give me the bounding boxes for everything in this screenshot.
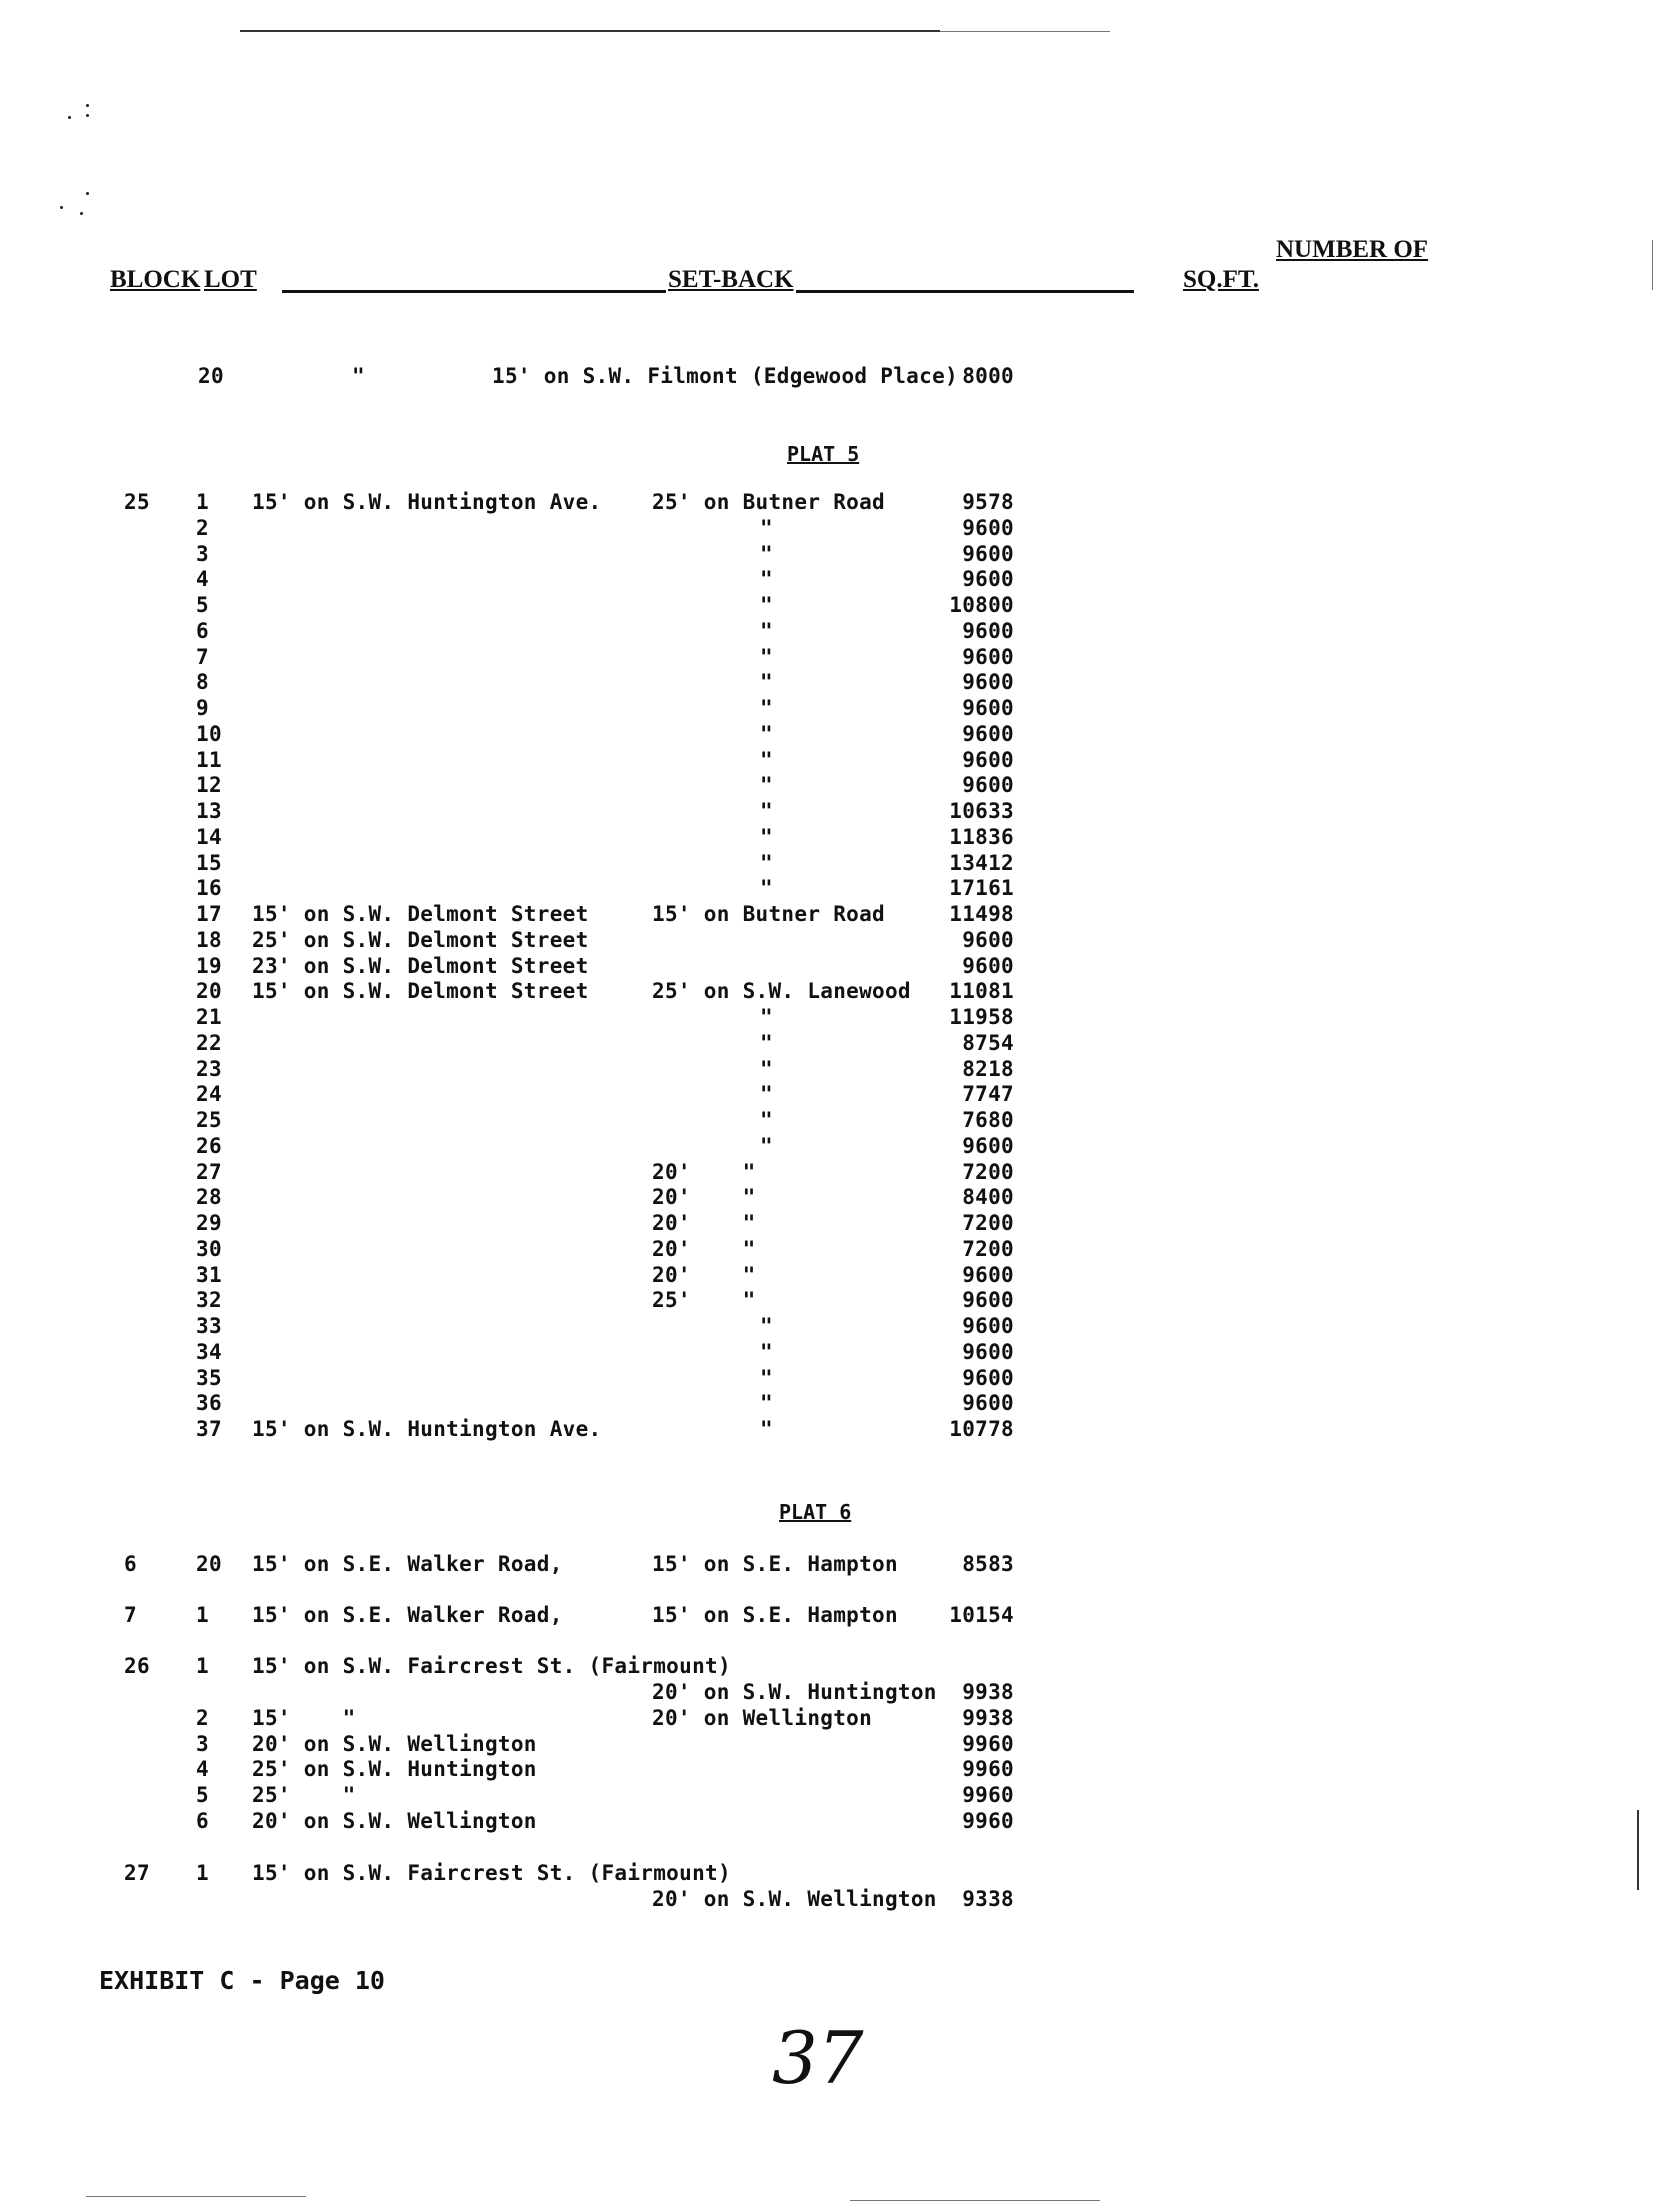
plat6-block-cell: 7	[124, 1603, 137, 1627]
plat5-setback-secondary-cell: "	[760, 593, 773, 617]
plat5-setback-secondary-cell: 20' "	[652, 1263, 756, 1287]
plat5-lot-cell: 18	[196, 928, 222, 952]
plat5-setback-secondary-cell: "	[760, 1082, 773, 1106]
top-row-setback: 15' on S.W. Filmont (Edgewood Place)	[492, 364, 958, 388]
top-scan-rule-faint	[940, 31, 1110, 32]
plat5-setback-secondary-cell: "	[760, 1108, 773, 1132]
plat6-lot-cell: 1	[196, 1861, 209, 1885]
plat5-lot-cell: 28	[196, 1185, 222, 1209]
plat5-setback-secondary-cell: "	[760, 696, 773, 720]
plat5-setback-secondary-cell: "	[760, 825, 773, 849]
plat5-sqft-cell: 9600	[962, 619, 1014, 643]
plat5-sqft-cell: 9600	[962, 1263, 1014, 1287]
plat5-sqft-cell: 8754	[962, 1031, 1014, 1055]
plat5-sqft-cell: 9578	[962, 490, 1014, 514]
plat5-lot-cell: 17	[196, 902, 222, 926]
plat5-sqft-cell: 17161	[949, 876, 1014, 900]
plat5-setback-primary-cell: 15' on S.W. Delmont Street	[252, 902, 589, 926]
plat5-setback-secondary-cell: "	[760, 1031, 773, 1055]
plat6-lot-cell: 1	[196, 1654, 209, 1678]
plat6-setback-secondary-cell: 15' on S.E. Hampton	[652, 1603, 898, 1627]
plat5-setback-secondary-cell: "	[760, 1134, 773, 1158]
plat5-sqft-cell: 10778	[949, 1417, 1014, 1441]
header-rule-left	[282, 290, 666, 293]
plat6-setback-primary-cell: 15' "	[252, 1706, 356, 1730]
plat5-lot-cell: 25	[196, 1108, 222, 1132]
plat5-setback-secondary-cell: 25' "	[652, 1288, 756, 1312]
plat5-lot-cell: 34	[196, 1340, 222, 1364]
plat6-setback-primary-cell: 15' on S.E. Walker Road,	[252, 1603, 563, 1627]
scan-speck	[86, 192, 89, 195]
right-edge-mark	[1637, 1810, 1639, 1890]
plat5-setback-secondary-cell: "	[760, 1314, 773, 1338]
plat6-sqft-cell: 9938	[962, 1706, 1014, 1730]
header-sqft: SQ.FT.	[1183, 266, 1259, 293]
plat6-lot-cell: 3	[196, 1732, 209, 1756]
plat5-lot-cell: 23	[196, 1057, 222, 1081]
plat5-sqft-cell: 9600	[962, 516, 1014, 540]
header-rule-right	[796, 290, 1134, 293]
plat6-setback-secondary-cell: 20' on S.W. Huntington	[652, 1680, 937, 1704]
plat5-sqft-cell: 8400	[962, 1185, 1014, 1209]
plat5-sqft-cell: 9600	[962, 722, 1014, 746]
plat5-setback-secondary-cell: "	[760, 1391, 773, 1415]
plat5-setback-secondary-cell: "	[760, 645, 773, 669]
scan-speck	[86, 104, 89, 107]
plat5-sqft-cell: 10633	[949, 799, 1014, 823]
plat5-lot-cell: 12	[196, 773, 222, 797]
plat6-setback-secondary-cell: 20' on S.W. Wellington	[652, 1887, 937, 1911]
plat6-setback-secondary-cell: 15' on S.E. Hampton	[652, 1552, 898, 1576]
plat5-setback-primary-cell: 25' on S.W. Delmont Street	[252, 928, 589, 952]
plat5-setback-secondary-cell: 15' on Butner Road	[652, 902, 885, 926]
plat5-sqft-cell: 9600	[962, 928, 1014, 952]
plat5-lot-cell: 11	[196, 748, 222, 772]
plat6-sqft-cell: 9960	[962, 1732, 1014, 1756]
plat5-lot-cell: 22	[196, 1031, 222, 1055]
plat5-setback-secondary-cell: 20' "	[652, 1185, 756, 1209]
plat5-setback-secondary-cell: "	[760, 1417, 773, 1441]
plat5-sqft-cell: 7200	[962, 1237, 1014, 1261]
plat5-sqft-cell: 10800	[949, 593, 1014, 617]
scan-speck	[68, 116, 71, 119]
plat5-lot-cell: 2	[196, 516, 209, 540]
plat6-sqft-cell: 9960	[962, 1809, 1014, 1833]
plat5-setback-primary-cell: 15' on S.W. Delmont Street	[252, 979, 589, 1003]
scan-speck	[80, 212, 83, 215]
plat5-setback-secondary-cell: "	[760, 773, 773, 797]
plat5-sqft-cell: 7200	[962, 1160, 1014, 1184]
plat5-lot-cell: 36	[196, 1391, 222, 1415]
plat6-setback-primary-cell: 25' on S.W. Huntington	[252, 1757, 537, 1781]
plat5-sqft-cell: 9600	[962, 1391, 1014, 1415]
plat6-setback-secondary-cell: 20' on Wellington	[652, 1706, 873, 1730]
plat5-sqft-cell: 9600	[962, 1340, 1014, 1364]
plat5-sqft-cell: 9600	[962, 696, 1014, 720]
plat6-setback-primary-cell: 15' on S.E. Walker Road,	[252, 1552, 563, 1576]
plat5-setback-secondary-cell: "	[760, 851, 773, 875]
header-number-of: NUMBER OF	[1276, 236, 1429, 263]
plat5-setback-secondary-cell: "	[760, 516, 773, 540]
header-block: BLOCK	[110, 266, 201, 293]
plat6-setback-primary-cell: 15' on S.W. Faircrest St. (Fairmount)	[252, 1861, 731, 1885]
plat6-sqft-cell: 9960	[962, 1783, 1014, 1807]
page-number: 37	[772, 2016, 864, 2100]
plat5-lot-cell: 3	[196, 542, 209, 566]
plat5-sqft-cell: 9600	[962, 1366, 1014, 1390]
plat5-setback-secondary-cell: 20' "	[652, 1160, 756, 1184]
plat-6-title: PLAT 6	[779, 1500, 852, 1524]
plat5-sqft-cell: 11958	[949, 1005, 1014, 1029]
plat5-lot-cell: 24	[196, 1082, 222, 1106]
plat5-sqft-cell: 8218	[962, 1057, 1014, 1081]
plat5-sqft-cell: 9600	[962, 542, 1014, 566]
plat6-lot-cell: 20	[196, 1552, 222, 1576]
plat6-sqft-cell: 9938	[962, 1680, 1014, 1704]
plat5-lot-cell: 10	[196, 722, 222, 746]
plat5-setback-primary-cell: 23' on S.W. Delmont Street	[252, 954, 589, 978]
plat5-lot-cell: 14	[196, 825, 222, 849]
plat-5-title: PLAT 5	[787, 442, 860, 466]
plat5-sqft-cell: 9600	[962, 773, 1014, 797]
plat5-lot-cell: 31	[196, 1263, 222, 1287]
plat5-lot-cell: 6	[196, 619, 209, 643]
plat5-setback-secondary-cell: "	[760, 1366, 773, 1390]
plat6-lot-cell: 2	[196, 1706, 209, 1730]
plat5-lot-cell: 21	[196, 1005, 222, 1029]
plat5-setback-secondary-cell: "	[760, 1057, 773, 1081]
plat5-setback-secondary-cell: "	[760, 542, 773, 566]
plat6-block-cell: 27	[124, 1861, 150, 1885]
plat6-lot-cell: 5	[196, 1783, 209, 1807]
plat5-lot-cell: 15	[196, 851, 222, 875]
plat5-sqft-cell: 9600	[962, 748, 1014, 772]
top-scan-rule	[240, 30, 940, 32]
plat5-setback-secondary-cell: "	[760, 1340, 773, 1364]
plat6-lot-cell: 1	[196, 1603, 209, 1627]
plat5-sqft-cell: 7200	[962, 1211, 1014, 1235]
plat5-lot-cell: 16	[196, 876, 222, 900]
plat5-lot-cell: 5	[196, 593, 209, 617]
plat5-setback-primary-cell: 15' on S.W. Huntington Ave.	[252, 1417, 602, 1441]
plat5-lot-cell: 7	[196, 645, 209, 669]
plat5-setback-secondary-cell: "	[760, 799, 773, 823]
header-setback: SET-BACK	[668, 266, 794, 293]
plat6-lot-cell: 4	[196, 1757, 209, 1781]
plat5-setback-secondary-cell: "	[760, 619, 773, 643]
plat5-sqft-cell: 9600	[962, 670, 1014, 694]
plat5-sqft-cell: 9600	[962, 645, 1014, 669]
plat6-setback-primary-cell: 25' "	[252, 1783, 356, 1807]
plat6-setback-primary-cell: 15' on S.W. Faircrest St. (Fairmount)	[252, 1654, 731, 1678]
plat5-setback-secondary-cell: "	[760, 1005, 773, 1029]
plat5-sqft-cell: 7680	[962, 1108, 1014, 1132]
plat5-lot-cell: 35	[196, 1366, 222, 1390]
plat5-lot-cell: 13	[196, 799, 222, 823]
plat6-block-cell: 6	[124, 1552, 137, 1576]
plat5-sqft-cell: 9600	[962, 567, 1014, 591]
plat5-sqft-cell: 11498	[949, 902, 1014, 926]
plat5-setback-secondary-cell: "	[760, 670, 773, 694]
top-row-sqft: 8000	[962, 364, 1014, 388]
plat5-lot-cell: 1	[196, 490, 209, 514]
plat5-sqft-cell: 13412	[949, 851, 1014, 875]
plat5-lot-cell: 8	[196, 670, 209, 694]
plat5-sqft-cell: 9600	[962, 1134, 1014, 1158]
plat5-sqft-cell: 9600	[962, 1314, 1014, 1338]
plat5-lot-cell: 29	[196, 1211, 222, 1235]
plat6-sqft-cell: 10154	[949, 1603, 1014, 1627]
scan-speck	[60, 206, 63, 209]
plat6-setback-primary-cell: 20' on S.W. Wellington	[252, 1809, 537, 1833]
plat5-lot-cell: 4	[196, 567, 209, 591]
plat5-setback-secondary-cell: 20' "	[652, 1237, 756, 1261]
plat5-setback-secondary-cell: "	[760, 748, 773, 772]
plat5-block-cell: 25	[124, 490, 150, 514]
bottom-scan-rule	[86, 2196, 306, 2197]
scan-speck	[86, 114, 89, 117]
plat6-block-cell: 26	[124, 1654, 150, 1678]
plat5-setback-primary-cell: 15' on S.W. Huntington Ave.	[252, 490, 602, 514]
plat5-sqft-cell: 9600	[962, 1288, 1014, 1312]
plat6-setback-primary-cell: 20' on S.W. Wellington	[252, 1732, 537, 1756]
plat5-lot-cell: 32	[196, 1288, 222, 1312]
plat5-lot-cell: 33	[196, 1314, 222, 1338]
right-edge-mark	[1652, 240, 1653, 290]
plat5-setback-secondary-cell: 25' on Butner Road	[652, 490, 885, 514]
plat5-lot-cell: 30	[196, 1237, 222, 1261]
plat5-lot-cell: 27	[196, 1160, 222, 1184]
plat5-lot-cell: 9	[196, 696, 209, 720]
plat5-lot-cell: 37	[196, 1417, 222, 1441]
plat5-sqft-cell: 7747	[962, 1082, 1014, 1106]
plat5-setback-secondary-cell: "	[760, 567, 773, 591]
plat5-lot-cell: 20	[196, 979, 222, 1003]
top-row-ditto: "	[352, 364, 365, 388]
header-lot: LOT	[204, 266, 257, 293]
plat6-sqft-cell: 8583	[962, 1552, 1014, 1576]
plat6-lot-cell: 6	[196, 1809, 209, 1833]
plat5-sqft-cell: 9600	[962, 954, 1014, 978]
plat5-sqft-cell: 11836	[949, 825, 1014, 849]
plat5-setback-secondary-cell: "	[760, 722, 773, 746]
plat5-lot-cell: 26	[196, 1134, 222, 1158]
plat6-sqft-cell: 9338	[962, 1887, 1014, 1911]
plat5-setback-secondary-cell: 25' on S.W. Lanewood	[652, 979, 911, 1003]
plat5-lot-cell: 19	[196, 954, 222, 978]
plat5-setback-secondary-cell: "	[760, 876, 773, 900]
plat6-sqft-cell: 9960	[962, 1757, 1014, 1781]
top-row-lot: 20	[198, 364, 224, 388]
exhibit-label: EXHIBIT C - Page 10	[99, 1966, 385, 1995]
bottom-scan-rule-faint	[850, 2200, 1100, 2201]
plat5-sqft-cell: 11081	[949, 979, 1014, 1003]
plat5-setback-secondary-cell: 20' "	[652, 1211, 756, 1235]
